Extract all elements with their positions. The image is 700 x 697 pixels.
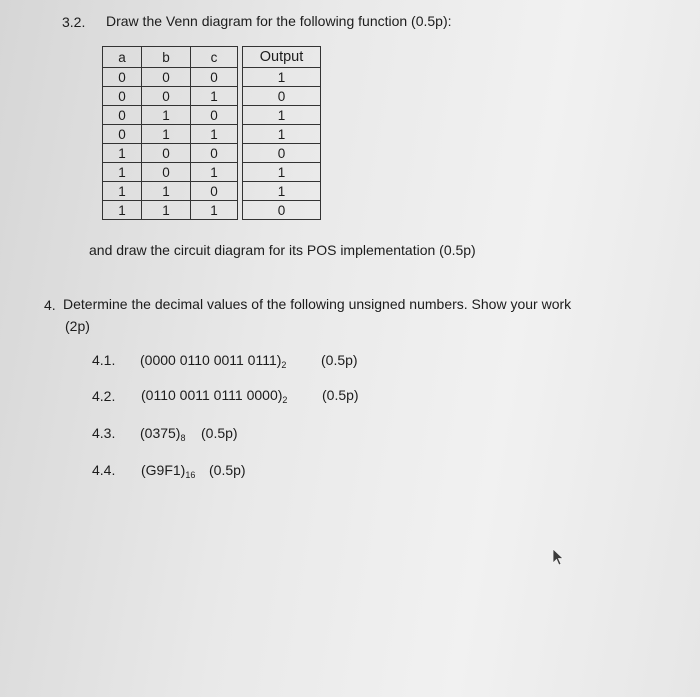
question-number: 3.2. (62, 14, 86, 30)
number-expression (140, 352, 286, 370)
cell-c: 0 (191, 144, 238, 163)
cell-a: 1 (103, 182, 142, 201)
header-c: c (191, 47, 238, 68)
table-row (103, 144, 321, 163)
cell-c: 0 (191, 106, 238, 125)
followup-text: and draw the circuit diagram for its POS implementation (0.5p) (89, 242, 476, 258)
cell-output: 1 (243, 68, 321, 87)
cell-output: 1 (243, 125, 321, 144)
cell-b: 1 (142, 201, 191, 220)
base-subscript: 2 (281, 360, 287, 370)
number-expression (141, 387, 287, 405)
number-value: (0375) (140, 425, 181, 441)
cell-output: 0 (243, 87, 321, 106)
cell-output: 1 (243, 163, 321, 182)
cell-b: 1 (142, 182, 191, 201)
cell-a: 0 (103, 106, 142, 125)
cell-a: 0 (103, 68, 142, 87)
sub-question-number: 4.2. (92, 388, 116, 404)
table-row (103, 201, 321, 220)
table-row (103, 125, 321, 144)
table-header-row (103, 47, 321, 68)
question-number: 4. (44, 297, 56, 313)
cell-b: 0 (142, 144, 191, 163)
base-subscript: 8 (180, 433, 186, 443)
cell-a: 1 (103, 144, 142, 163)
cell-a: 1 (103, 163, 142, 182)
points-label: (0.5p) (322, 387, 359, 403)
cell-c: 1 (191, 201, 238, 220)
cell-a: 0 (103, 125, 142, 144)
cell-b: 0 (142, 163, 191, 182)
cell-c: 1 (191, 87, 238, 106)
number-value: (0110 0011 0111 0000) (141, 387, 283, 403)
sub-question-number: 4.1. (92, 352, 116, 368)
number-expression (140, 425, 185, 443)
header-a: a (103, 47, 142, 68)
question-points: (2p) (65, 318, 90, 334)
mouse-pointer-icon (551, 548, 567, 568)
table-row (103, 87, 321, 106)
truth-table (102, 46, 321, 220)
cell-c: 0 (191, 182, 238, 201)
sub-question-number: 4.3. (92, 425, 116, 441)
cell-output: 0 (243, 201, 321, 220)
points-label: (0.5p) (201, 425, 238, 441)
cell-c: 1 (191, 163, 238, 182)
table-row (103, 163, 321, 182)
header-b: b (142, 47, 191, 68)
table-row (103, 182, 321, 201)
cell-a: 0 (103, 87, 142, 106)
header-output: Output (243, 47, 321, 68)
cell-b: 1 (142, 125, 191, 144)
base-subscript: 16 (185, 470, 196, 480)
number-expression (141, 462, 195, 480)
number-value: (0000 0110 0011 0111) (140, 352, 282, 368)
points-label: (0.5p) (209, 462, 246, 478)
points-label: (0.5p) (321, 352, 358, 368)
cell-output: 1 (243, 182, 321, 201)
table-row (103, 68, 321, 87)
cell-c: 1 (191, 125, 238, 144)
cell-a: 1 (103, 201, 142, 220)
question-text: Draw the Venn diagram for the following function (0.5p): (106, 13, 452, 29)
cell-output: 1 (243, 106, 321, 125)
sub-question-number: 4.4. (92, 462, 116, 478)
cell-b: 1 (142, 106, 191, 125)
cell-b: 0 (142, 68, 191, 87)
table-row (103, 106, 321, 125)
question-text: Determine the decimal values of the following unsigned numbers. Show your work (63, 296, 572, 312)
base-subscript: 2 (282, 395, 288, 405)
cell-b: 0 (142, 87, 191, 106)
number-value: (G9F1) (141, 462, 186, 478)
cell-c: 0 (191, 68, 238, 87)
cell-output: 0 (243, 144, 321, 163)
